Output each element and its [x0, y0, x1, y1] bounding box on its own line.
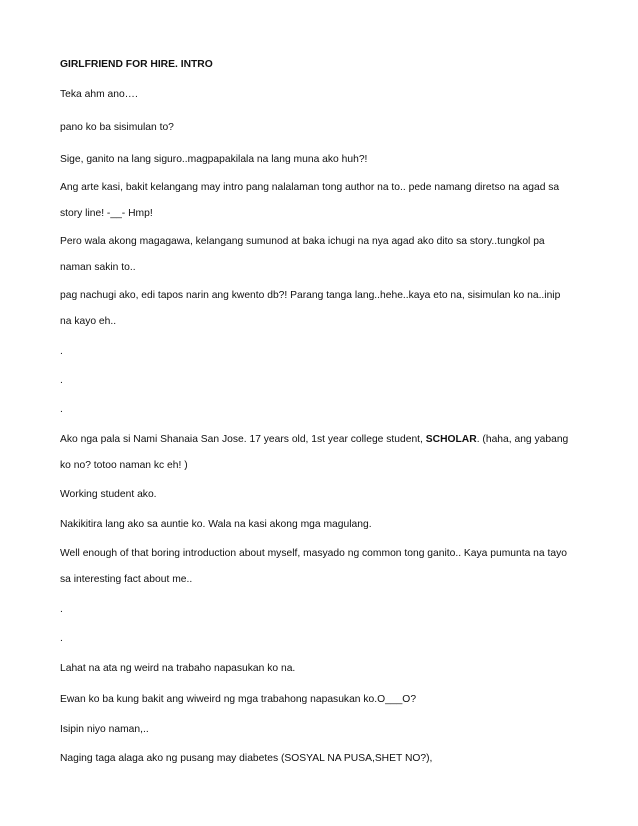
- intro-line-before: Ako nga pala si Nami Shanaia San Jose. 17 years old, 1st year college student,: [60, 434, 426, 445]
- text-line: Nakikitira lang ako sa auntie ko. Wala na kasi akong mga magulang.: [60, 519, 372, 530]
- text-line: Well enough of that boring introduction about myself, masyado ng common tong ganito.. Kaya pumunta na tayo: [60, 548, 567, 559]
- text-line: Lahat na ata ng weird na trabaho napasukan ko na.: [60, 663, 296, 674]
- text-line: Pero wala akong magagawa, kelangang sumunod at baka ichugi na nya agad ako dito sa story..tungkol pa: [60, 236, 545, 247]
- intro-line: [60, 433, 585, 446]
- text-line: na kayo eh..: [60, 316, 117, 327]
- text-line: Naging taga alaga ako ng pusang may diabetes (SOSYAL NA PUSA,SHET NO?),: [60, 753, 433, 764]
- text-line: story line! -__- Hmp!: [60, 208, 153, 219]
- text-line: Ang arte kasi, bakit kelangang may intro pang nalalaman tong author na to.. pede namang diretso na agad sa: [60, 182, 560, 193]
- text-line: Ewan ko ba kung bakit ang wiweird ng mga trabahong napasukan ko.O___O?: [60, 694, 417, 705]
- text-line: .: [60, 604, 63, 615]
- scholar-text: SCHOLAR: [425, 434, 477, 445]
- text-line: Isipin niyo naman,..: [60, 724, 149, 735]
- intro-line-after: . (haha, ang yabang: [476, 434, 569, 445]
- text-line: pano ko ba sisimulan to?: [60, 122, 174, 133]
- text-line: naman sakin to..: [60, 262, 136, 273]
- text-line: Sige, ganito na lang siguro..magpapakilala na lang muna ako huh?!: [60, 154, 368, 165]
- document-title: GIRLFRIEND FOR HIRE. INTRO: [60, 59, 213, 70]
- text-line: .: [60, 375, 63, 386]
- text-line: .: [60, 404, 63, 415]
- text-line: .: [60, 346, 63, 357]
- text-line: ko no? totoo naman kc eh! ): [60, 460, 188, 471]
- text-line: Working student ako.: [60, 489, 157, 500]
- text-line: Teka ahm ano….: [60, 89, 138, 100]
- text-line: .: [60, 633, 63, 644]
- text-line: pag nachugi ako, edi tapos narin ang kwento db?! Parang tanga lang..hehe..kaya eto na, sisimulan ko na..inip: [60, 290, 561, 301]
- text-line: sa interesting fact about me..: [60, 574, 193, 585]
